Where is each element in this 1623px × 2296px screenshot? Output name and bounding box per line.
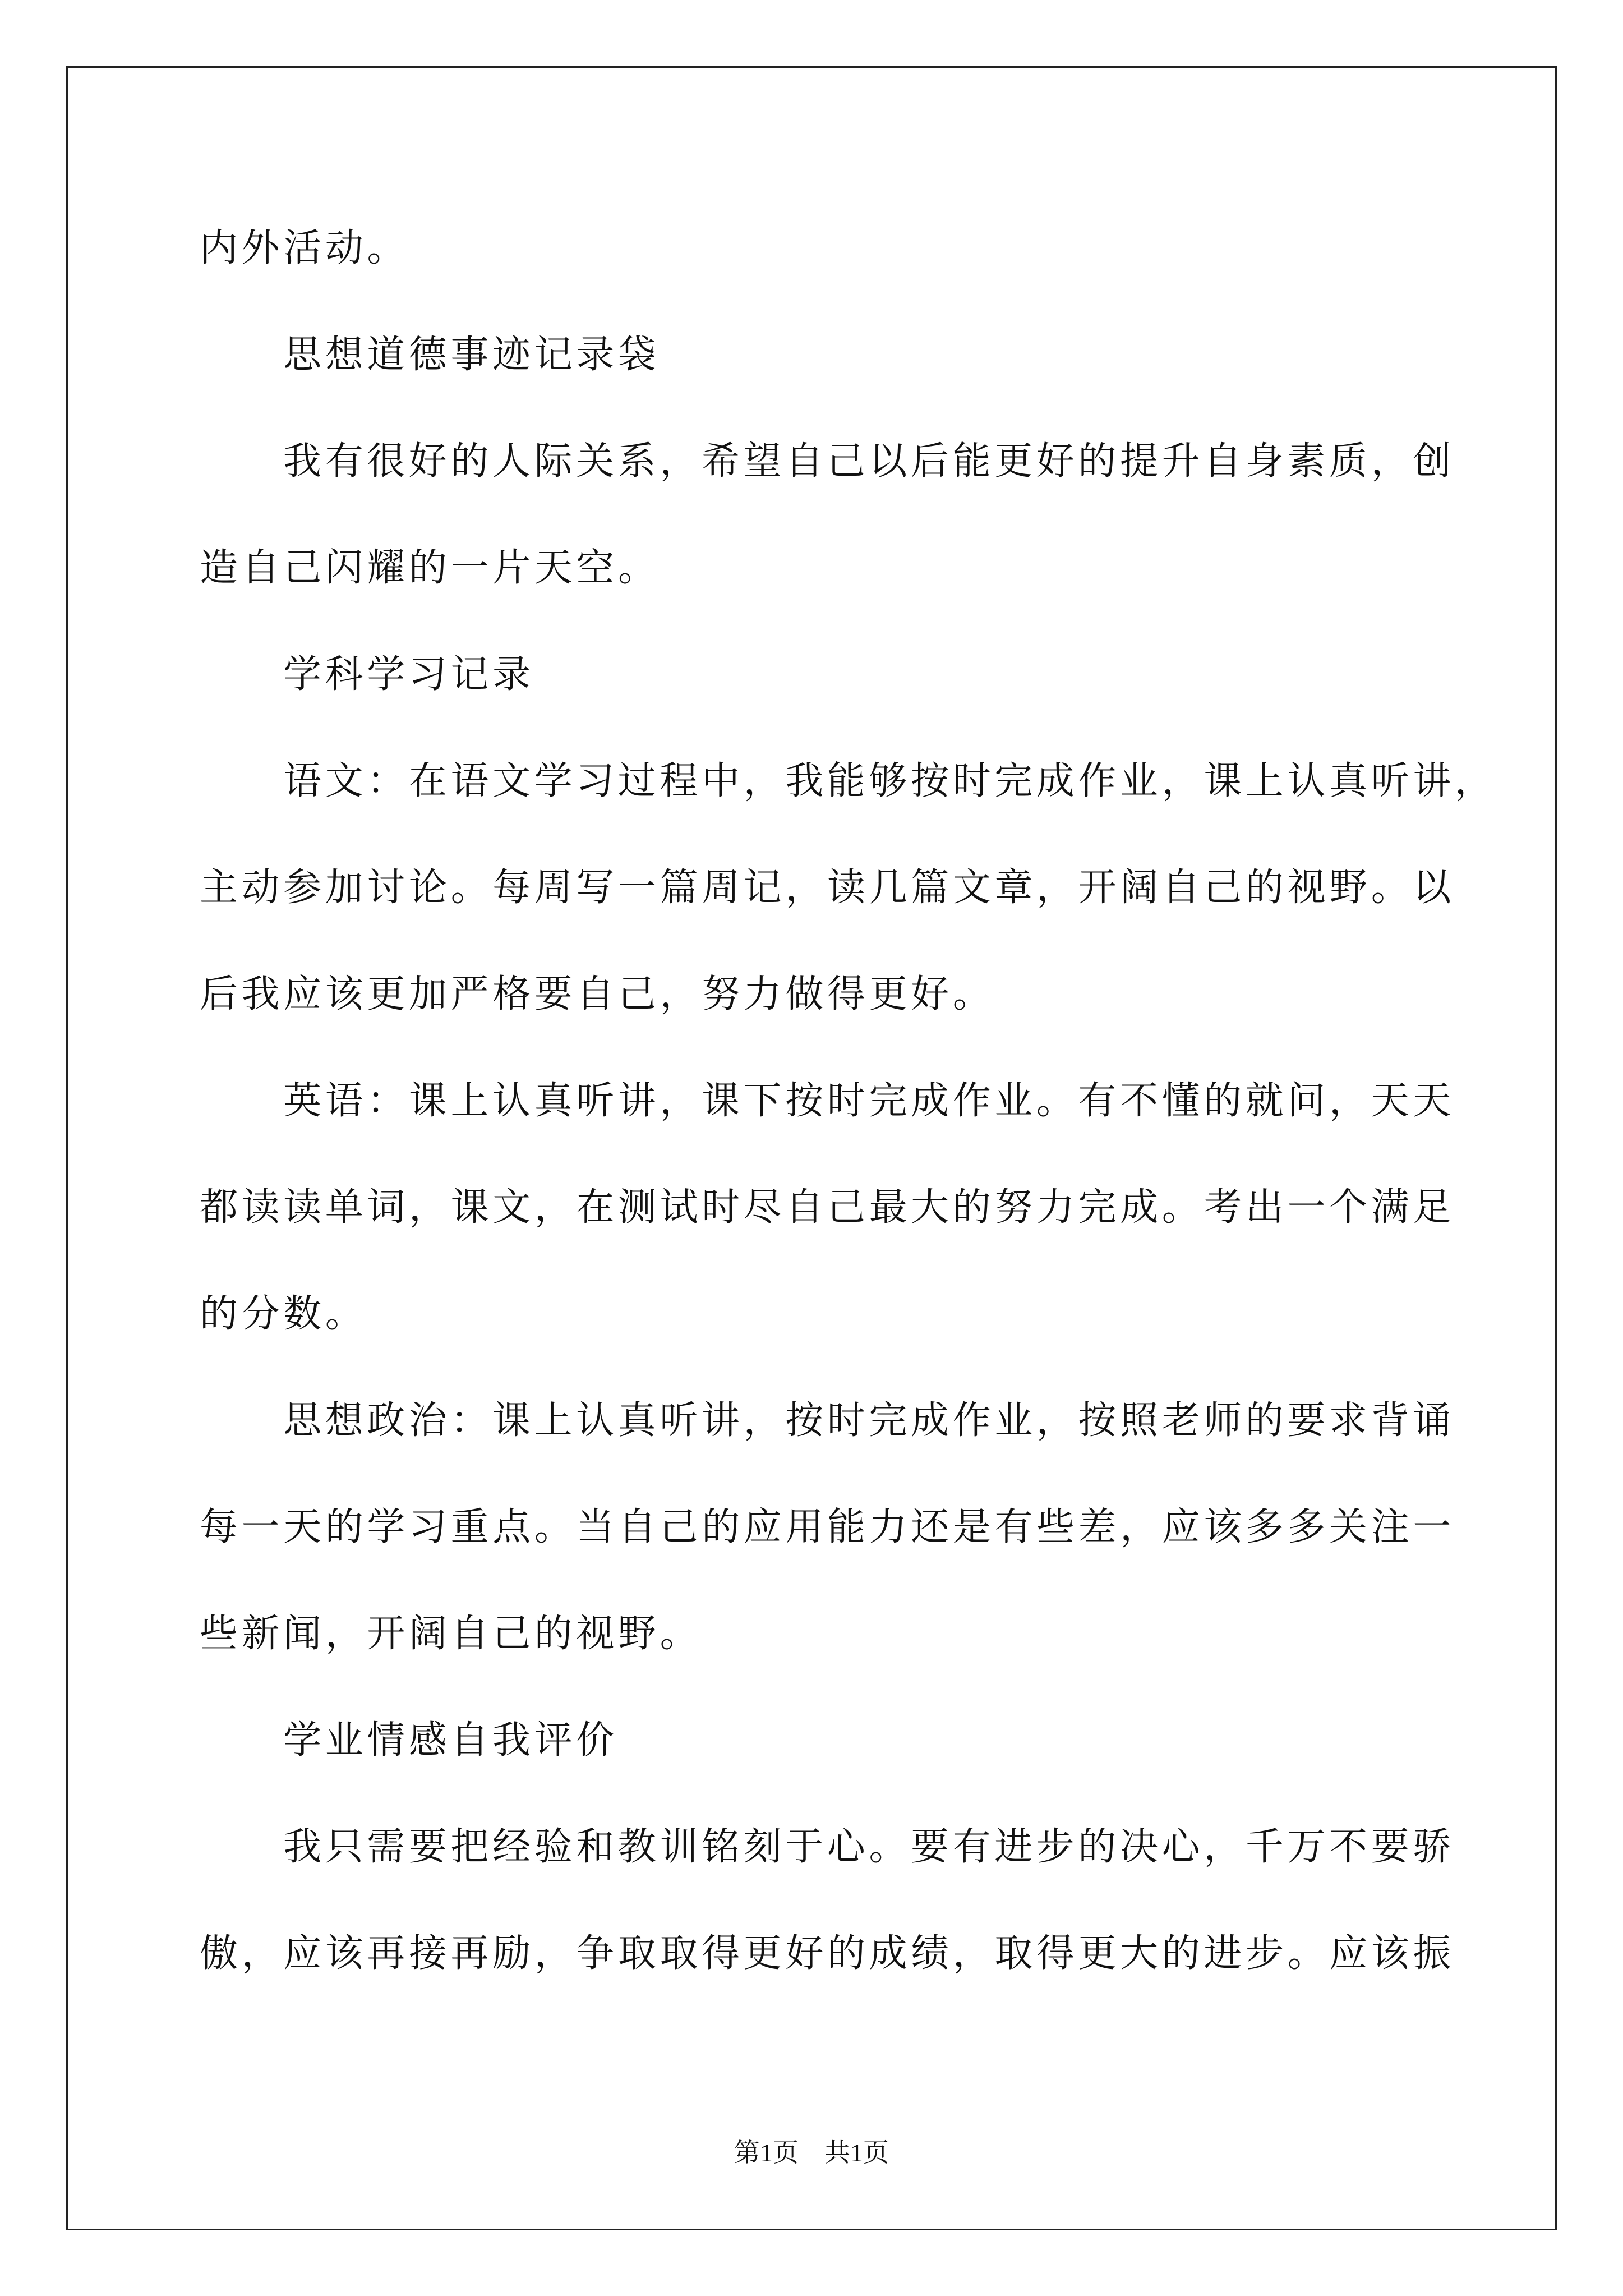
body-line: 主动参加讨论。每周写一篇周记，读几篇文章，开阔自己的视野。以 (200, 866, 1455, 910)
section-heading: 学科学习记录 (283, 652, 534, 697)
body-line: 傲，应该再接再励，争取取得更好的成绩，取得更大的进步。应该振 (200, 1931, 1455, 1976)
page-border (66, 66, 1557, 2230)
body-line: 些新闻，开阔自己的视野。 (200, 1612, 702, 1656)
body-line: 都读读单词，课文，在测试时尽自己最大的努力完成。考出一个满足 (200, 1185, 1455, 1230)
body-line: 每一天的学习重点。当自己的应用能力还是有些差，应该多多关注一 (200, 1505, 1455, 1549)
paragraph-line: 我有很好的人际关系，希望自己以后能更好的提升自身素质，创 (283, 439, 1455, 484)
body-line: 内外活动。 (200, 226, 409, 270)
page-footer: 第1页 共1页 (734, 2138, 889, 2167)
body-line: 后我应该更加严格要自己，努力做得更好。 (200, 972, 995, 1016)
body-line: 的分数。 (200, 1292, 367, 1336)
paragraph-line: 思想政治：课上认真听讲，按时完成作业，按照老师的要求背诵 (283, 1398, 1455, 1443)
body-line: 造自己闪耀的一片天空。 (200, 546, 660, 590)
paragraph-line: 我只需要把经验和教训铭刻于心。要有进步的决心，千万不要骄 (283, 1825, 1455, 1869)
paragraph-line: 英语：课上认真听讲，课下按时完成作业。有不懂的就问，天天 (283, 1079, 1455, 1123)
section-heading: 思想道德事迹记录袋 (283, 333, 660, 377)
paragraph-line: 语文：在语文学习过程中，我能够按时完成作业，课上认真听讲， (283, 759, 1497, 803)
section-heading: 学业情感自我评价 (283, 1718, 618, 1763)
